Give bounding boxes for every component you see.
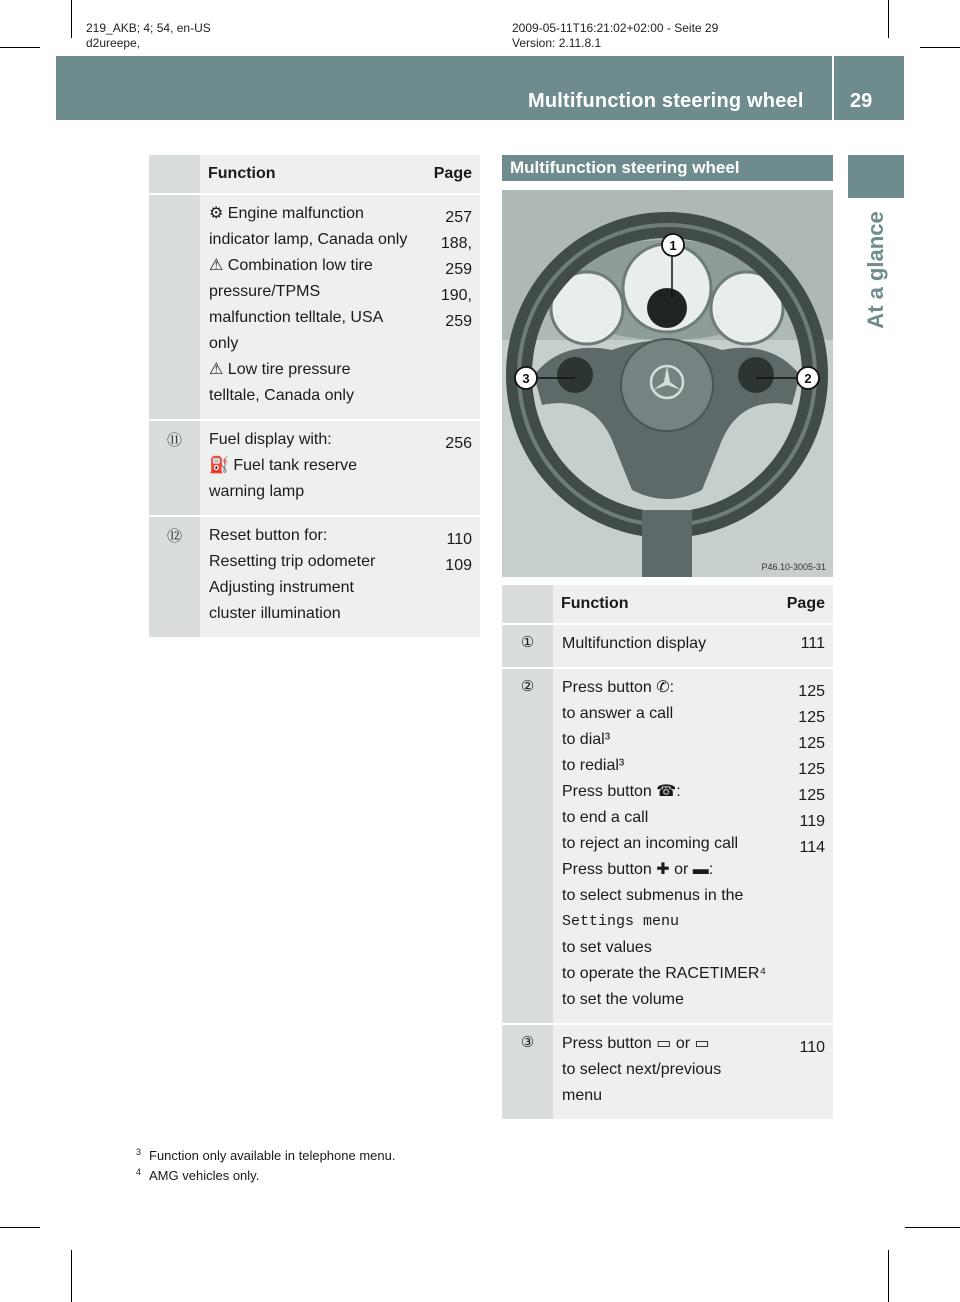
footnote [136, 1166, 395, 1186]
multifunction-display [647, 288, 687, 328]
table-row [149, 516, 480, 638]
crop-mark [888, 1250, 889, 1302]
page-ref: 110 [446, 531, 472, 548]
page-ref: 259 [445, 313, 472, 330]
footnote-mark: 3 [136, 1146, 142, 1157]
function-line: ⚙ Engine malfunction [209, 205, 364, 222]
function-line: to end a call [562, 809, 649, 826]
function-line: warning lamp [209, 483, 305, 500]
crop-mark [0, 1227, 40, 1228]
function-line: menu [562, 1087, 603, 1104]
chapter-title: Multifunction steering wheel [528, 90, 804, 112]
function-line: telltale, Canada only [209, 387, 354, 404]
col-function: Function [553, 585, 773, 624]
steering-column [642, 510, 692, 577]
item-number: ② [502, 668, 553, 1024]
function-line: to select next/previous [562, 1061, 722, 1078]
banner-divider [832, 56, 834, 120]
function-line: to redial³ [562, 757, 625, 774]
table-row [149, 194, 480, 420]
section-heading: Multifunction steering wheel [502, 155, 833, 181]
col-page: Page [773, 585, 833, 624]
side-tab-block [848, 155, 904, 198]
right-function-table [502, 585, 833, 1121]
page-ref: 125 [798, 709, 825, 726]
page-ref: 114 [799, 839, 825, 856]
page-ref: 125 [798, 683, 825, 700]
function-line: Settings menu [562, 913, 680, 930]
function-line: ⚠ Low tire pressure [209, 361, 351, 378]
page-ref: 111 [800, 635, 825, 652]
function-line: Press button ▭ or ▭ [562, 1035, 710, 1052]
function-line: ⛽ Fuel tank reserve [209, 457, 357, 474]
function-line: to set the volume [562, 991, 684, 1008]
footnote-text: Function only available in telephone menu. [149, 1148, 396, 1163]
page-ref: 109 [445, 557, 472, 574]
item-number: ⑫ [149, 516, 200, 638]
crop-mark [920, 47, 960, 48]
callout-label-3: 3 [522, 371, 530, 386]
item-number: ① [502, 624, 553, 668]
image-code: P46.10-3005-31 [761, 562, 826, 572]
page-ref: 125 [798, 787, 825, 804]
footnote [136, 1146, 395, 1166]
function-line: cluster illumination [209, 605, 341, 622]
table-header [502, 585, 833, 624]
function-line: to select submenus in the [562, 887, 744, 904]
table-row [149, 420, 480, 516]
page-ref: 259 [445, 261, 472, 278]
side-tab-label: At a glance [863, 211, 888, 329]
page-ref: 125 [798, 735, 825, 752]
function-line: Fuel display with: [209, 431, 332, 448]
steering-wheel-illustration [502, 190, 833, 577]
table-header [149, 155, 480, 194]
function-line: to operate the RACETIMER⁴ [562, 965, 767, 982]
function-line: indicator lamp, Canada only [209, 231, 408, 248]
function-line: to set values [562, 939, 652, 956]
function-line: Press button ☎: [562, 783, 681, 800]
page-ref: 119 [799, 813, 825, 830]
meta-line: d2ureepe, [86, 36, 141, 50]
function-line: malfunction telltale, USA [209, 309, 384, 326]
meta-line: 219_AKB; 4; 54, en-US [86, 21, 211, 35]
header-num-cell [502, 585, 553, 624]
item-number: ③ [502, 1024, 553, 1120]
function-line: Press button ✆: [562, 679, 675, 696]
page-ref: 190, [440, 287, 472, 304]
meta-line: Version: 2.11.8.1 [512, 36, 602, 50]
right-button-cluster [738, 357, 774, 393]
table-row [502, 668, 833, 1024]
crop-mark [71, 0, 72, 38]
item-number [149, 194, 200, 420]
crop-mark [0, 47, 40, 48]
side-tab [848, 200, 904, 340]
crop-mark [905, 1227, 960, 1228]
page-ref: 110 [799, 1039, 825, 1056]
crop-mark [888, 0, 889, 38]
callout-label-1: 1 [669, 238, 677, 253]
function-line: to dial³ [562, 731, 611, 748]
function-line: Adjusting instrument [209, 579, 354, 596]
function-line: to reject an incoming call [562, 835, 739, 852]
page-number: 29 [850, 90, 873, 112]
function-line: Multifunction display [562, 635, 707, 652]
footnotes [136, 1146, 395, 1186]
left-function-table [149, 155, 480, 639]
meta-right [512, 21, 718, 51]
header-num-cell [149, 155, 200, 194]
col-function: Function [200, 155, 420, 194]
footnote-text: AMG vehicles only. [149, 1168, 260, 1183]
function-line: pressure/TPMS [209, 283, 321, 300]
function-line: Press button ✚ or ▬: [562, 861, 714, 878]
page-ref: 188, [440, 235, 472, 252]
callout-label-2: 2 [804, 371, 812, 386]
meta-left [86, 21, 211, 51]
item-number: ⑪ [149, 420, 200, 516]
meta-line: 2009-05-11T16:21:02+02:00 - Seite 29 [512, 21, 719, 35]
table-row [502, 624, 833, 668]
function-line: only [209, 335, 239, 352]
footnote-mark: 4 [136, 1166, 142, 1177]
function-line: ⚠ Combination low tire [209, 257, 373, 274]
table-row [502, 1024, 833, 1120]
function-line: Reset button for: [209, 527, 328, 544]
function-line: Resetting trip odometer [209, 553, 376, 570]
page-ref: 125 [798, 761, 825, 778]
left-button-cluster [557, 357, 593, 393]
crop-mark [71, 1250, 72, 1302]
page-ref: 257 [445, 209, 472, 226]
col-page: Page [420, 155, 480, 194]
page-ref: 256 [445, 435, 472, 452]
function-line: to answer a call [562, 705, 674, 722]
